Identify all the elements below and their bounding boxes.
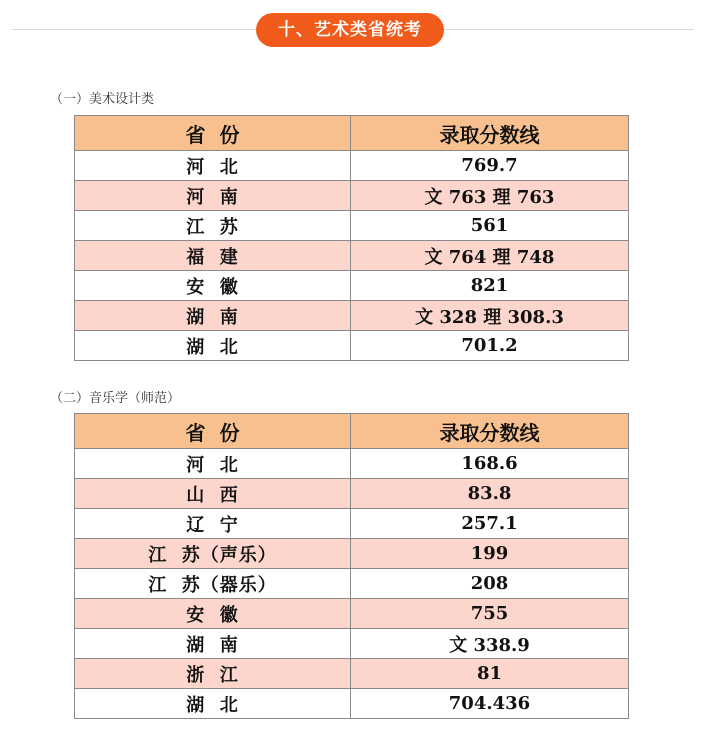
music-education-score-table	[74, 413, 629, 719]
table-row	[75, 599, 629, 629]
table-body	[75, 151, 629, 361]
province-cell: 山 西	[75, 479, 351, 509]
score-cell: 561	[351, 211, 629, 241]
score-cell: 168.6	[351, 449, 629, 479]
art-design-score-table	[74, 115, 629, 361]
province-cell: 河 北	[75, 449, 351, 479]
score-cell: 701.2	[351, 331, 629, 361]
score-cell: 704.436	[351, 689, 629, 719]
province-cell: 湖 南	[75, 629, 351, 659]
table-row	[75, 211, 629, 241]
table-row	[75, 449, 629, 479]
table-header-row	[75, 116, 629, 151]
table-header-row	[75, 414, 629, 449]
province-cell: 福 建	[75, 241, 351, 271]
province-cell: 河 北	[75, 151, 351, 181]
score-column-header: 录取分数线	[351, 116, 629, 151]
province-column-header: 省 份	[75, 116, 351, 151]
score-cell: 755	[351, 599, 629, 629]
table-row	[75, 181, 629, 211]
province-cell: 安 徽	[75, 599, 351, 629]
table-row	[75, 629, 629, 659]
score-cell: 83.8	[351, 479, 629, 509]
section-title-badge: 十、艺术类省统考	[256, 13, 444, 47]
province-cell: 湖 北	[75, 331, 351, 361]
score-cell: 199	[351, 539, 629, 569]
score-cell: 821	[351, 271, 629, 301]
score-column-header: 录取分数线	[351, 414, 629, 449]
table-row	[75, 569, 629, 599]
score-cell: 文 338.9	[351, 629, 629, 659]
province-cell: 河 南	[75, 181, 351, 211]
table-body	[75, 449, 629, 719]
province-cell: 江 苏（声乐）	[75, 539, 351, 569]
table-row	[75, 331, 629, 361]
table-row	[75, 301, 629, 331]
score-cell: 文 763 理 763	[351, 181, 629, 211]
score-cell: 257.1	[351, 509, 629, 539]
province-cell: 江 苏	[75, 211, 351, 241]
table-row	[75, 509, 629, 539]
table-row	[75, 151, 629, 181]
section-label-art-design: （一）美术设计类	[50, 92, 155, 107]
province-cell: 辽 宁	[75, 509, 351, 539]
section-label-music-education: （二）音乐学（师范）	[50, 391, 181, 406]
score-cell: 文 764 理 748	[351, 241, 629, 271]
table-row	[75, 659, 629, 689]
table-row	[75, 271, 629, 301]
table-row	[75, 241, 629, 271]
province-cell: 浙 江	[75, 659, 351, 689]
table-row	[75, 539, 629, 569]
province-cell: 湖 北	[75, 689, 351, 719]
score-cell: 769.7	[351, 151, 629, 181]
province-column-header: 省 份	[75, 414, 351, 449]
table-row	[75, 479, 629, 509]
province-cell: 湖 南	[75, 301, 351, 331]
score-cell: 文 328 理 308.3	[351, 301, 629, 331]
province-cell: 安 徽	[75, 271, 351, 301]
score-cell: 208	[351, 569, 629, 599]
table-row	[75, 689, 629, 719]
province-cell: 江 苏（器乐）	[75, 569, 351, 599]
score-cell: 81	[351, 659, 629, 689]
